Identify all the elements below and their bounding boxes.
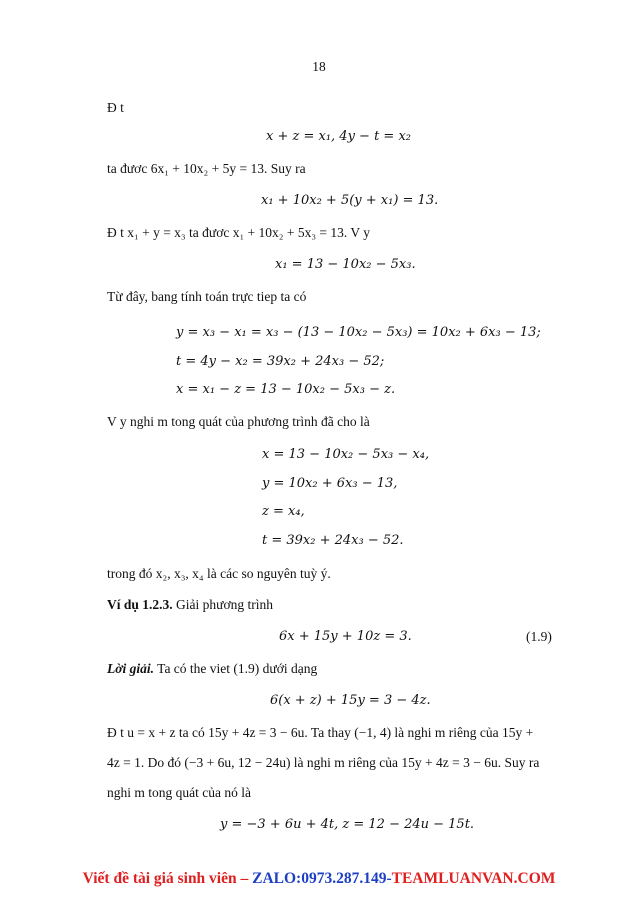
text-line: Đ t — [107, 100, 124, 115]
solution-text: Ta có the viet (1.9) dưới dạng — [157, 661, 318, 676]
text-line: Từ đây, bang tính toán trực tiep ta có — [107, 289, 307, 304]
equation: x + z = x₁, 4y − t = x₂ — [266, 129, 411, 144]
text-line: Đ t x₁ + y = x₃ ta đươc x₁ + 10x₂ + 5x₃ = 13. V y — [107, 225, 371, 240]
equation: 6(x + z) + 15y = 3 − 4z. — [270, 693, 431, 708]
equation: z = x₄, — [262, 504, 305, 519]
text-line: 4z = 1. Do đó (−3 + 6u, 12 − 24u) là nghi m riêng của 15y + 4z = 3 − 6u. Suy ra — [107, 755, 540, 770]
equation: y = x₃ − x₁ = x₃ − (13 − 10x₂ − 5x₃) = 10x₂ + 6x₃ − 13; — [176, 325, 541, 340]
page-number: 18 — [312, 59, 326, 74]
footer-banner — [0, 870, 638, 888]
equation: t = 39x₂ + 24x₃ − 52. — [262, 533, 404, 548]
equation: x = 13 − 10x₂ − 5x₃ − x₄, — [262, 447, 430, 462]
equation: x₁ = 13 − 10x₂ − 5x₃. — [275, 257, 416, 272]
text-line: ta đươc 6x₁ + 10x₂ + 5y = 13. Suy ra — [107, 161, 306, 176]
text-line: trong đó x₂, x₃, x₄ là các so nguyên tuỳ ý. — [107, 566, 331, 581]
example-text: Giải phương trình — [176, 597, 273, 612]
text-line: Đ t u = x + z ta có 15y + 4z = 3 − 6u. Ta thay (−1, 4) là nghi m riêng của 15y + — [107, 725, 534, 740]
equation: 6x + 15y + 10z = 3. — [279, 629, 412, 644]
footer-site: TEAMLUANVAN.COM — [391, 870, 556, 887]
equation: y = −3 + 6u + 4t, z = 12 − 24u − 15t. — [220, 817, 475, 832]
equation: x = x₁ − z = 13 − 10x₂ − 5x₃ − z. — [176, 382, 396, 397]
equation-number: (1.9) — [526, 629, 552, 644]
equation: x₁ + 10x₂ + 5(y + x₁) = 13. — [261, 193, 439, 208]
text-line: V y nghi m tong quát của phương trình đã cho là — [107, 414, 370, 429]
solution-heading — [107, 660, 317, 678]
equation: t = 4y − x₂ = 39x₂ + 24x₃ − 52; — [176, 354, 385, 369]
equation: y = 10x₂ + 6x₃ − 13, — [262, 476, 398, 491]
text-line: nghi m tong quát của nó là — [107, 785, 251, 800]
solution-label: Lời giải. — [107, 661, 154, 676]
footer-zalo: ZALO:0973.287.149- — [252, 870, 392, 887]
example-heading — [107, 596, 273, 614]
footer-text: Viết đề tài giá sinh viên – — [82, 870, 253, 887]
example-label: Ví dụ 1.2.3. — [107, 597, 173, 612]
